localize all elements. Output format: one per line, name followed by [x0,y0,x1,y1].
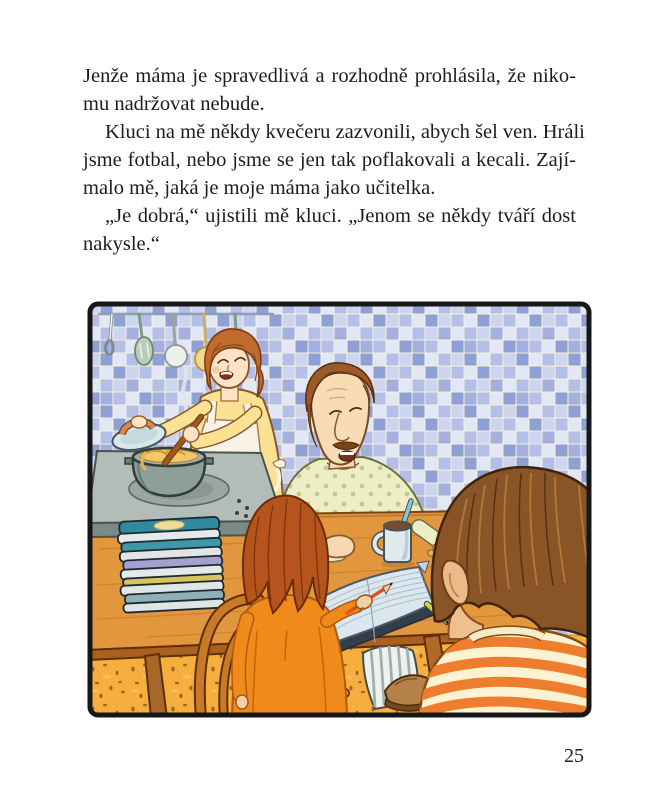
text-line: mu nadržovat nebude. [83,93,265,115]
text-block [83,62,585,258]
text-line: nakysle.“ [83,233,160,255]
text-line: jsme fotbal, nebo jsme se jen tak poflakovali a kecali. Zají- [83,149,576,171]
text-line: malo mě, jaká je moje máma jako učitelka. [83,177,436,199]
text-line: Jenže máma je spravedlivá a rozhodně prohlásila, že niko- [83,65,576,87]
kitchen-illustration [87,301,592,718]
mother-hand-spoon [183,426,199,442]
mother-hand-lid [131,416,147,428]
page-number: 25 [564,745,584,767]
text-line: Kluci na mě někdy kvečeru zazvonili, abych šel ven. Hráli [105,121,585,143]
text-line: „Je dobrá,“ ujistili mě kluci. „Jenom se někdy tváří dost [105,205,576,227]
notebook-stack [117,517,225,613]
